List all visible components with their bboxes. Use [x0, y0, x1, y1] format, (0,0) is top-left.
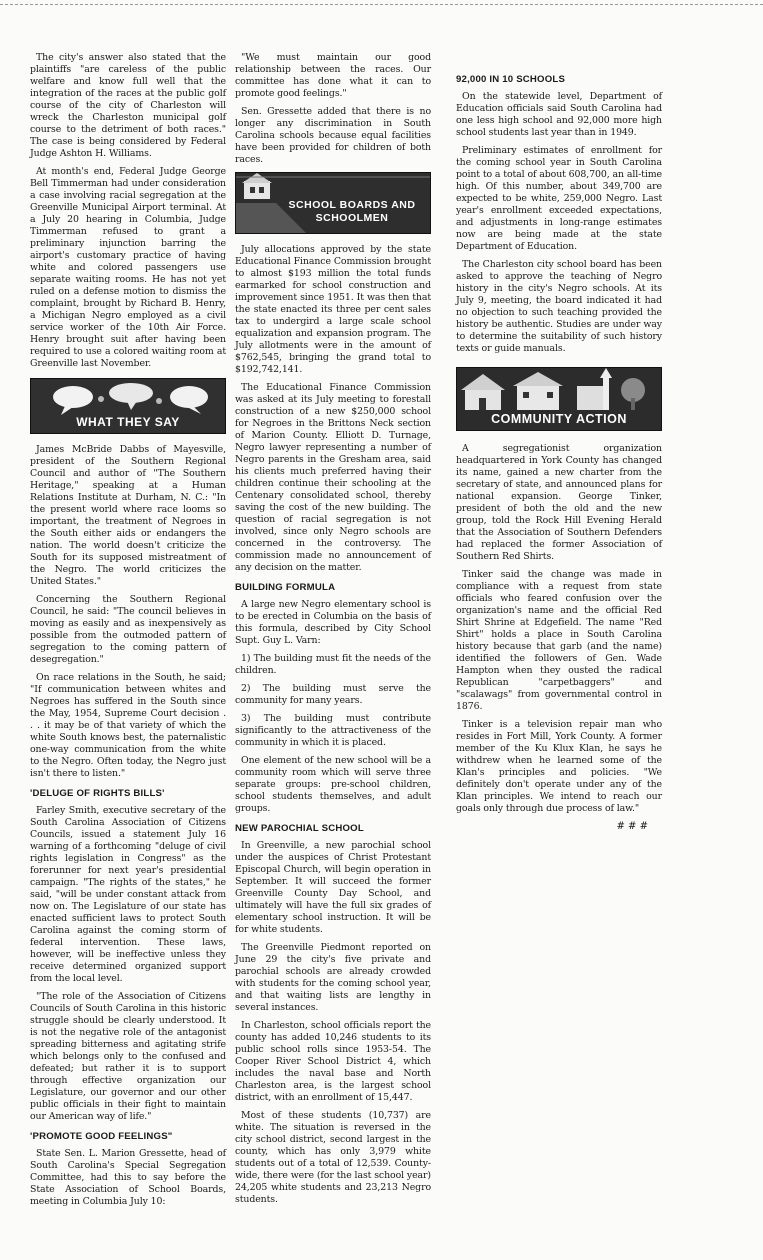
paragraph: One element of the new school will be a community room which will serve three separate groups: pre-school children, school students themselves, and adult groups. — [235, 755, 431, 814]
banner-title: COMMUNITY ACTION — [491, 412, 627, 426]
paragraph: "The role of the Association of Citizens Councils of South Carolina in this historic struggle should be clearly understood. It is not the negative role of the antagonist spreading bitterness and agitating strife which belongs only to the confused and defeated; but rather it is to support through effective organization our Legislature, our governor and our other public officials in their fight to maintain our American way of life." — [30, 991, 226, 1122]
banner-title: SCHOOL BOARDS AND SCHOOLMEN — [288, 199, 416, 224]
subheading: BUILDING FORMULA — [235, 582, 336, 593]
column-2 — [235, 52, 431, 1212]
paragraph: Sen. Gressette added that there is no longer any discrimination in South Carolina schools because equal facilities have been provided for children of both races. — [235, 106, 431, 165]
paragraph: July allocations approved by the state Educational Finance Commission brought to almost $193 million the total funds earmarked for school construction and improvement since 1951. It was then that the state enacted its three per cent sales tax to undergird a large scale school equalization and expansion program. The July allotments were in the amount of $762,545, bringing the grand total to $192,742,141. — [235, 244, 431, 375]
paragraph: 2) The building must serve the community for many years. — [235, 683, 431, 706]
paragraph: At month's end, Federal Judge George Bell Timmerman had under consideration a case involving racial segregation at the Greenville Municipal Airport terminal. At a July 20 hearing in Columbia, Judge Timmerman refused to grant a preliminary injunction barring the airport's customary practice of having white and colored passengers use separate waiting rooms. He has not yet ruled on a defense motion to dismiss the complaint, brought by Richard B. Henry, a Michigan Negro employed as a civil service worker of the 10th Air Force. Henry brought suit after having been required to use a colored waiting room at Greenville last November. — [30, 166, 226, 369]
paragraph: James McBride Dabbs of Mayesville, president of the Southern Regional Council and author of "The Southern Heritage," speaking at a Human Relations Institute at Durham, N. C.: "In the present world where race looms so important, the treatment of Negroes in the South either aids or endangers the nation. The world doesn't criticize the South for its supposed mistreatment of the Negro. The world criticizes the United States." — [30, 444, 226, 587]
paragraph: The city's answer also stated that the plaintiffs "are careless of the public welfare and know full well that the integration of the races at the public golf course of the city of Charleston will wreck the Charleston municipal golf course to the detriment of both races." The case is being considered by Federal Judge Ashton H. Williams. — [30, 52, 226, 159]
paragraph: On race relations in the South, he said; "If communication between whites and Negroes has suffered in the South since the May, 1954, Supreme Court decision . . . it may be of that variety of which the white South knows best, the paternalistic one-way communication from the white to the Negro. Often today, the Negro just isn't there to listen." — [30, 672, 226, 779]
paragraph: Farley Smith, executive secretary of the South Carolina Association of Citizens Councils, issued a statement July 16 warning of a forthcoming "deluge of civil rights legislation in Congress" as the forerunner for next year's presidential campaign. "The rights of the states," he said, "will be under constant attack from now on. The Legislature of our state has enacted sufficient laws to protect South Carolina against the coming storm of federal intervention. These laws, however, will be ineffective unless they receive determined organized support from the local level. — [30, 805, 226, 984]
subheading: 'DELUGE OF RIGHTS BILLS' — [30, 788, 165, 799]
end-mark: # # # — [616, 821, 648, 832]
paragraph: Most of these students (10,737) are white. The situation is reversed in the city school district, second largest in the county, which has only 3,979 white students out of a total of 12,539. County-wide, there were (for the last school year) 24,205 white students and 23,213 Negro students. — [235, 1110, 431, 1205]
paragraph: "We must maintain our good relationship between the races. Our committee has done what it can to promote good feelings." — [235, 52, 431, 99]
what-they-say-banner — [30, 378, 226, 434]
subheading: NEW PAROCHIAL SCHOOL — [235, 823, 364, 834]
paragraph: Concerning the Southern Regional Council, he said: "The council believes in moving as easily and as inexpensively as possible from the outmoded pattern of segregation to the coming pattern of desegregation." — [30, 594, 226, 665]
paragraph: State Sen. L. Marion Gressette, head of South Carolina's Special Segregation Committee, had this to say before the State Association of School Boards, meeting in Columbia July 10: — [30, 1148, 226, 1207]
paragraph: Preliminary estimates of enrollment for the coming school year in South Carolina point to a total of about 608,700, an all-time high. Of this number, about 349,700 are expected to be white, 259,000 Negro. Last year's enrollment exceeded expectations, and adjustments in long-range estimates now are being made at the state Department of Education. — [456, 145, 662, 252]
paragraph: On the statewide level, Department of Education officials said South Carolina had one less high school and 92,000 more high school students last year than in 1949. — [456, 91, 662, 138]
paragraph: A segregationist organization headquartered in York County has changed its name, gained a new charter from the secretary of state, and announced plans for national expansion. George Tinker, president of both the old and the new group, told the Rock Hill Evening Herald that the Association of Southern Defenders had replaced the former Association of Southern Red Shirts. — [456, 443, 662, 562]
paragraph: 1) The building must fit the needs of the children. — [235, 653, 431, 676]
subheading: 'PROMOTE GOOD FEELINGS" — [30, 1131, 173, 1142]
paragraph: Tinker is a television repair man who resides in Fort Mill, York County. A former member of the Ku Klux Klan, he says he withdrew when he learned some of the Klan's principles and policies. "We definitely don't operate under any of the Klan principles. We intend to reach our goals only through due process of law." — [456, 719, 662, 814]
community-action-banner — [456, 367, 662, 431]
column-3 — [456, 68, 662, 832]
paragraph: Tinker said the change was made in compliance with a request from state officials who feared confusion over the organization's name and the official Red Shirt Shrine at Edgefield. The name "Red Shirt" holds a place in South Carolina history because that garb (and the name) identified the followers of Gen. Wade Hampton when they ousted the radical Republican "carpetbaggers" and "scalawags" from governmental control in 1876. — [456, 569, 662, 712]
banner-title: WHAT THEY SAY — [76, 415, 180, 429]
paragraph: A large new Negro elementary school is to be erected in Columbia on the basis of this formula, described by City School Supt. Guy L. Varn: — [235, 599, 431, 646]
paragraph: In Greenville, a new parochial school under the auspices of Christ Protestant Episcopal Church, will begin operation in September. It will succeed the former Greenville County Day School, and ultimately will have the full six grades of elementary school instruction. It will be for white students. — [235, 840, 431, 935]
school-boards-banner — [235, 172, 431, 234]
page-top-border — [0, 4, 763, 5]
column-1 — [30, 52, 226, 1214]
paragraph: 3) The building must contribute significantly to the attractiveness of the community in which it is placed. — [235, 713, 431, 748]
paragraph: The Charleston city school board has been asked to approve the teaching of Negro history in the city's Negro schools. At its July 9, meeting, the board indicated it had no objection to such teaching provided the history be authentic. Studies are under way to determine the suitability of such history texts or guide manuals. — [456, 259, 662, 354]
paragraph: The Greenville Piedmont reported on June 29 the city's five private and parochial schools are already crowded with students for the coming school year, and that waiting lists are lengthy in several instances. — [235, 942, 431, 1013]
paragraph: The Educational Finance Commission was asked at its July meeting to forestall construction of a new $250,000 school for Negroes in the Brittons Neck section of Marion County. Elliott D. Turnage, Negro lawyer representing a number of Negro parents in the Gresham area, said his clients much preferred having their children continue their schooling at the Centenary consolidated school, thereby saving the cost of the new building. The question of racial segregation is not involved, since only Negro schools are concerned in the controversy. The commission made no announcement of any decision on the matter. — [235, 382, 431, 573]
paragraph: In Charleston, school officials report the county has added 10,246 students to its public school rolls since 1953-54. The Cooper River School District 4, which includes the naval base and North Charleston area, is the largest school district, with an enrollment of 15,447. — [235, 1020, 431, 1103]
subheading: 92,000 IN 10 SCHOOLS — [456, 74, 566, 85]
